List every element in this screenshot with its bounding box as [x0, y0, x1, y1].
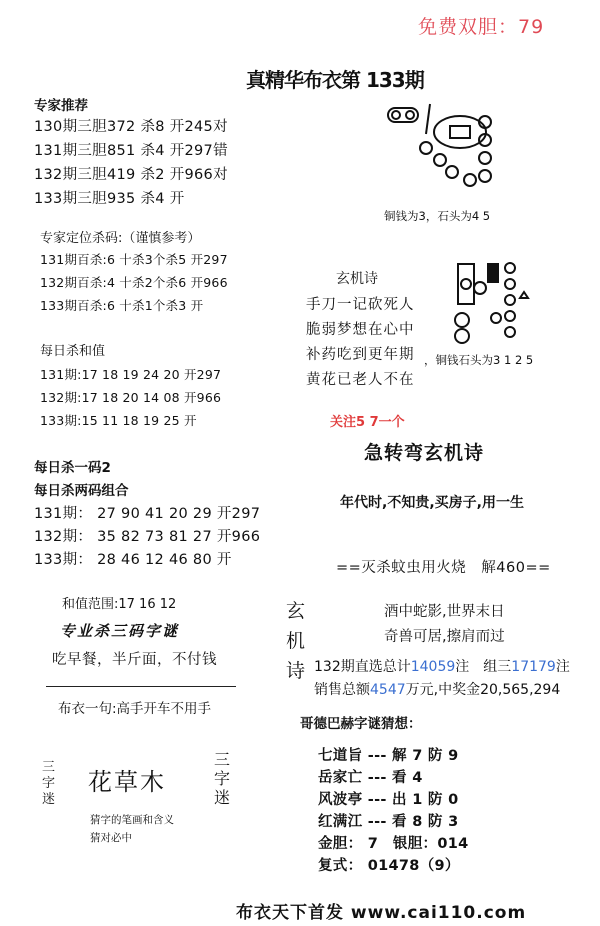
mystic-poem-line: 补药吃到更年期: [306, 347, 415, 363]
three-riddle-text: 吃早餐，半斤面，不付钱: [52, 652, 217, 668]
expert-line: 132期三胆419 杀2 开966对: [34, 167, 228, 183]
coins-stones-image-2: [448, 258, 538, 348]
flower-left-label: 三 字 迷: [42, 760, 56, 807]
daily-sum-line: 133期:15 11 18 19 25 开: [40, 413, 197, 428]
sum-range: 和值范围:17 16 12: [62, 597, 177, 612]
group-three-count: 17179: [511, 659, 556, 675]
sharp-turn-text: 年代时,不知贵,买房子,用一生: [340, 495, 524, 511]
daily-sum-line: 132期:17 18 20 14 08 开966: [40, 390, 222, 405]
coins-stones-image: [380, 100, 510, 200]
side-poem-line: 奇兽可居,擦肩而过: [384, 629, 505, 645]
goldbach-line: 复式： 01478（9）: [318, 858, 460, 874]
sales-line-2: 销售总额4547万元,中奖金20,565,294: [314, 682, 561, 698]
flower-note: 猜字的笔画和含义: [90, 814, 174, 826]
daily-two-heading: 每日杀两码组合: [34, 483, 129, 499]
goldbach-line: 风波亭 --- 出 1 防 0: [318, 792, 459, 808]
goldbach-line: 岳家亡 --- 看 4: [318, 770, 423, 786]
expert-heading: 专家推荐: [34, 98, 88, 114]
daily-sum-line: 131期:17 18 19 24 20 开297: [40, 367, 222, 382]
mystic-poem-line: 手刀一记砍死人: [306, 297, 415, 313]
issue-title: 真精华布衣第 133期: [246, 68, 424, 92]
goldbach-line: 红满江 --- 看 8 防 3: [318, 814, 459, 830]
mystic-poem-title: 玄机诗: [336, 271, 378, 287]
expert-line: 133期三胆935 杀4 开: [34, 191, 185, 207]
expert-line: 131期三胆851 杀4 开297错: [34, 143, 228, 159]
goldbach-title: 哥德巴赫字谜猜想：: [300, 716, 422, 732]
daily-sum-heading: 每日杀和值: [40, 344, 106, 359]
buyi-line: 布衣一句:高手开车不用手: [58, 701, 212, 717]
sales-line-1: 132期直选总计14059注 组三17179注: [314, 659, 570, 675]
goldbach-line: 七道旨 --- 解 7 防 9: [318, 748, 459, 764]
position-kill-heading: 专家定位杀码:（谨慎参考）: [40, 231, 201, 246]
daily-two-line: 133期： 28 46 12 46 80 开: [34, 552, 232, 568]
focus-hint: 关注5 7一个: [330, 415, 405, 430]
sales-total: 4547: [370, 682, 406, 698]
mystic-poem-line: 脆弱梦想在心中: [306, 322, 415, 338]
coins-caption: 铜钱为3，石头为4 5: [384, 209, 491, 223]
daily-two-line: 131期： 27 90 41 20 29 开297: [34, 506, 261, 522]
coins-caption-2: ，铜钱石头为3 1 2 5: [424, 353, 534, 367]
position-kill-line: 132期百杀:4 十杀2个杀6 开966: [40, 275, 228, 290]
sharp-turn-title: 急转弯玄机诗: [364, 442, 485, 464]
three-riddle-title: 专业杀三码字谜: [60, 622, 180, 640]
flower-right-label: 三 字 迷: [214, 750, 231, 807]
footer-site: 布衣天下首发 www.cai110.com: [236, 903, 527, 923]
section-divider: [46, 686, 236, 687]
kill-mosquito: ==灭杀蚊虫用火烧 解460==: [336, 560, 551, 576]
daily-two-line: 132期： 35 82 73 81 27 开966: [34, 529, 261, 545]
position-kill-line: 131期百杀:6 十杀3个杀5 开297: [40, 252, 228, 267]
direct-count: 14059: [410, 659, 456, 675]
mystic-poem-line: 黄花已老人不在: [306, 372, 415, 388]
goldbach-line: 金胆： 7 银胆：014: [318, 836, 469, 852]
side-poem-vertical: 玄 机 诗: [286, 600, 306, 682]
free-double-banner: 免费双胆：79: [418, 16, 545, 38]
expert-line: 130期三胆372 杀8 开245对: [34, 119, 228, 135]
daily-one-heading: 每日杀一码2: [34, 460, 111, 476]
position-kill-line: 133期百杀:6 十杀1个杀3 开: [40, 298, 204, 313]
flower-riddle-main: 花草木: [88, 768, 166, 796]
flower-note: 猜对必中: [90, 832, 132, 844]
side-poem-line: 酒中蛇影,世界末日: [384, 604, 505, 620]
